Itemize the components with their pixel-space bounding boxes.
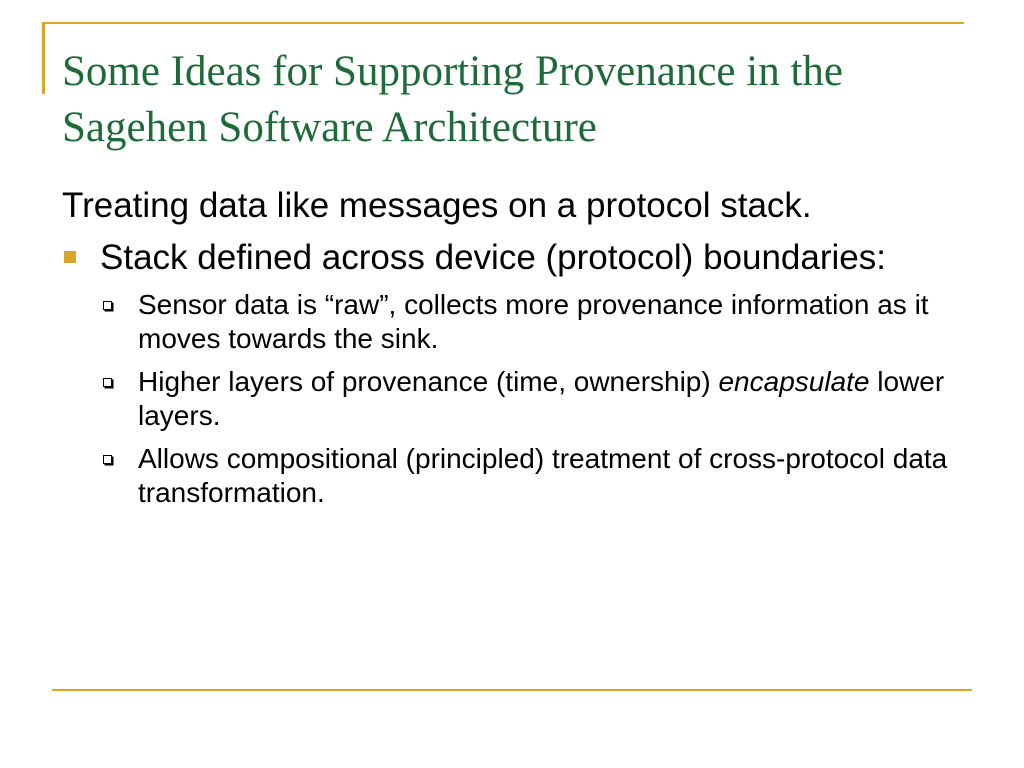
- title-accent-top-line: [42, 22, 964, 24]
- sub-bullet-emphasis: encapsulate: [718, 366, 870, 397]
- sub-bullet-text-after: lower layers.: [138, 366, 945, 431]
- title-accent-vertical-line: [42, 22, 45, 94]
- sub-bullet-text: Sensor data is “raw”, collects more provenance information as it moves towards the sink.: [138, 289, 929, 354]
- open-square-bullet-icon: [103, 301, 112, 310]
- sub-bullet-text: Allows compositional (principled) treatment of cross-protocol data transformation.: [138, 443, 948, 508]
- slide-body: [62, 186, 962, 519]
- open-square-bullet-icon: [103, 455, 112, 464]
- sub-bullet-text-before: Higher layers of provenance (time, ownership): [138, 366, 719, 397]
- filled-square-bullet-icon: [64, 251, 76, 263]
- sub-bullet-item: [62, 288, 962, 356]
- open-square-bullet-icon: [103, 378, 112, 387]
- intro-text: Treating data like messages on a protocol stack.: [62, 186, 812, 225]
- sub-bullet-item: [62, 365, 962, 433]
- bullet-text: Stack defined across device (protocol) boundaries:: [100, 238, 886, 277]
- sub-bullet-item: [62, 442, 962, 510]
- slide-title: Some Ideas for Supporting Provenance in the Sagehen Software Architecture: [62, 48, 843, 151]
- bullet-item: [62, 238, 962, 278]
- footer-accent-line: [52, 689, 972, 691]
